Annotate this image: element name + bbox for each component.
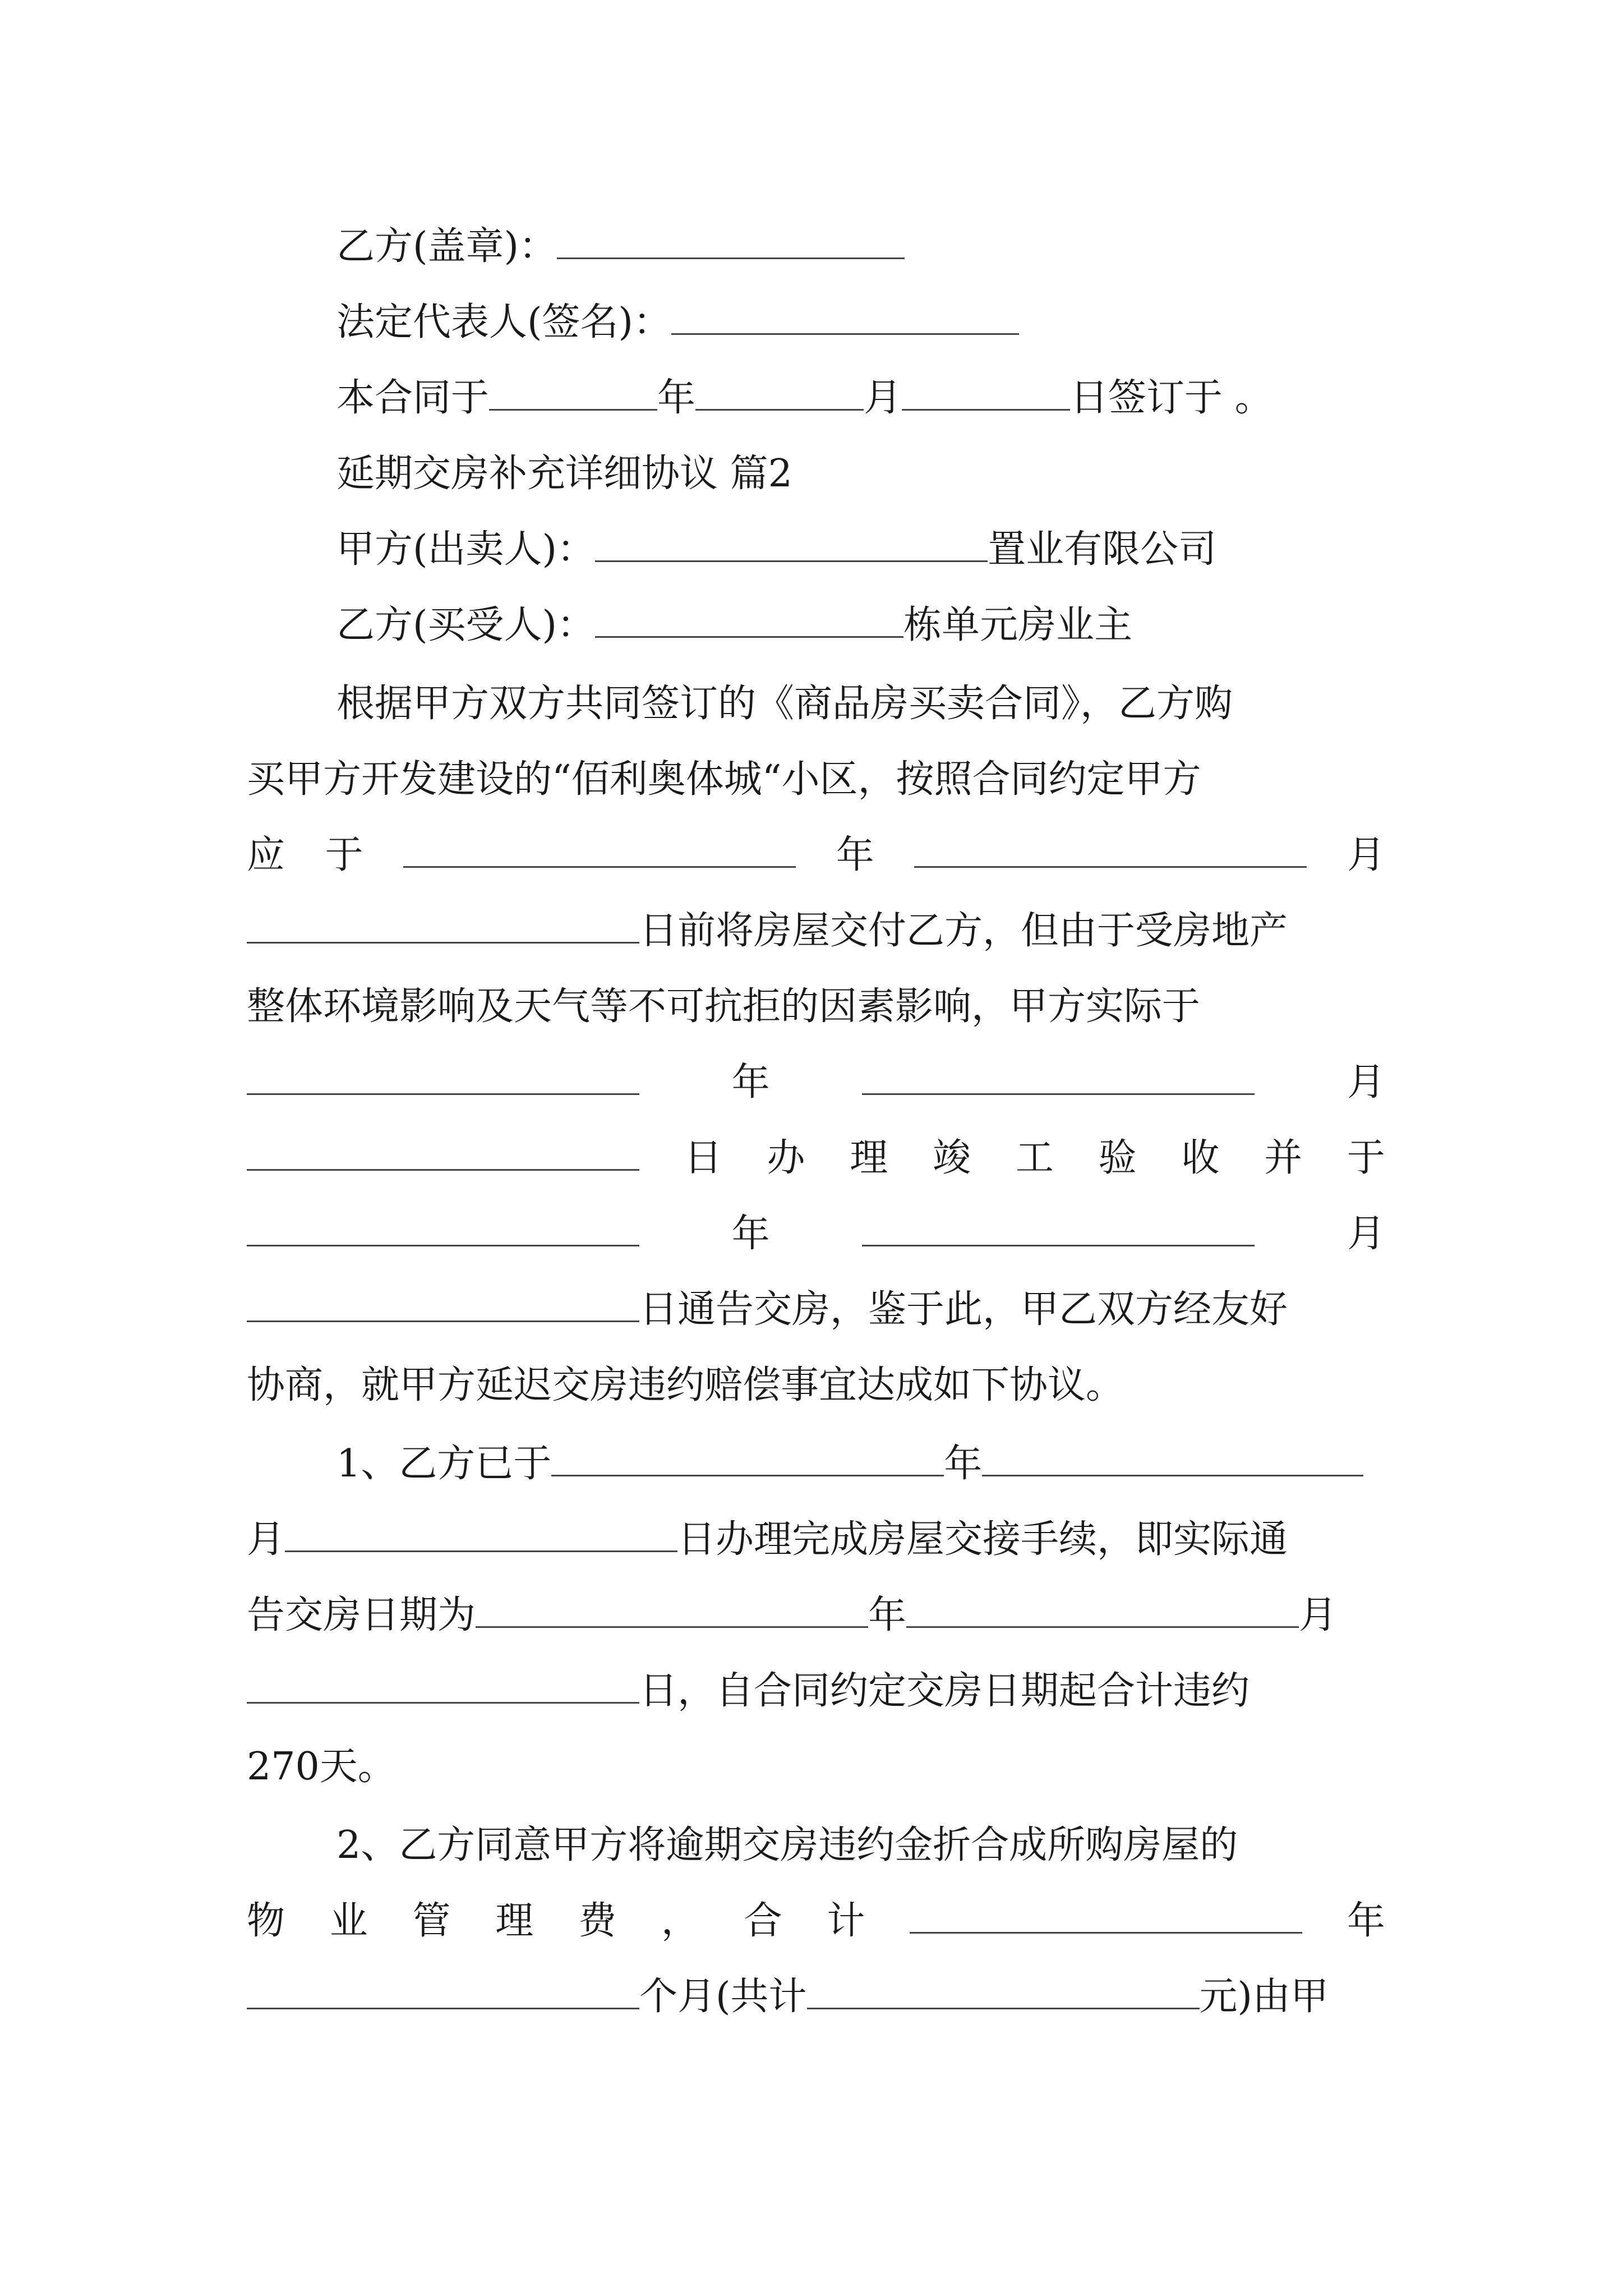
item2-line1	[336, 1812, 1385, 1879]
actual-month-label: 月	[1347, 1060, 1385, 1105]
para1-text: 日通告交房，鉴于此，甲乙双方经友好	[639, 1287, 1288, 1332]
item1-text: 日办理完成房屋交接手续，即实际通	[677, 1517, 1288, 1562]
section-title-text: 延期交房补充详细协议 篇2	[336, 452, 792, 496]
item2-text: 2、乙方同意甲方将逾期交房违约金折合成所购房屋的	[336, 1823, 1238, 1867]
actual-year-blank[interactable]	[247, 1054, 639, 1095]
item1-text: 1、乙方已于	[336, 1442, 552, 1486]
party-b-suffix: 栋单元房业主	[903, 603, 1133, 647]
para1-line2	[247, 746, 1385, 813]
notice-day-blank[interactable]	[247, 1281, 639, 1322]
legal-rep-label: 法定代表人(签名)：	[336, 300, 672, 344]
item1-text: 270天。	[247, 1745, 396, 1789]
item2-char: ，	[661, 1899, 699, 1943]
item2-text: 元)由甲	[1199, 1975, 1329, 2019]
party-b-seal-label: 乙方(盖章)：	[336, 224, 557, 269]
item2-char: 业	[329, 1899, 368, 1943]
handover-day-blank[interactable]	[285, 1511, 677, 1552]
party-a-line	[336, 516, 1385, 583]
para1-text: 根据甲方双方共同签订的《商品房买卖合同》，乙方购	[336, 682, 1233, 726]
actual-notice-month-label: 月	[1299, 1593, 1338, 1637]
handover-month-blank[interactable]	[982, 1435, 1363, 1476]
para1-line9	[247, 1276, 1385, 1343]
item2-char: 合	[744, 1899, 782, 1943]
party-b-line	[336, 592, 1385, 659]
para1-line6	[247, 1049, 1385, 1116]
handover-month-label: 月	[247, 1517, 285, 1562]
para1-char: 并	[1264, 1136, 1303, 1180]
para1-line7	[247, 1125, 1385, 1192]
due-year-label: 年	[836, 833, 874, 877]
fee-years-blank[interactable]	[910, 1893, 1302, 1934]
item2-char: 费	[578, 1899, 617, 1943]
fee-amount-blank[interactable]	[807, 1968, 1200, 2009]
handover-year-label: 年	[944, 1442, 983, 1486]
para1-char: 于	[1347, 1136, 1385, 1180]
notice-month-blank[interactable]	[862, 1205, 1255, 1246]
seal-blank[interactable]	[557, 218, 905, 259]
para1-char: 工	[1015, 1136, 1054, 1180]
para1-char: 理	[850, 1136, 888, 1180]
para1-line8	[247, 1200, 1385, 1268]
item2-char: 理	[495, 1899, 534, 1943]
item1-line5	[247, 1733, 1385, 1801]
actual-notice-year-blank[interactable]	[476, 1587, 868, 1628]
sign-date-suffix: 日签订于 。	[1070, 376, 1273, 420]
fee-years-label: 年	[1347, 1899, 1385, 1943]
item1-line1	[336, 1430, 1385, 1498]
notice-year-label: 年	[731, 1212, 770, 1256]
item1-line4	[247, 1658, 1385, 1725]
item2-char: 计	[827, 1899, 865, 1943]
notice-month-label: 月	[1347, 1212, 1385, 1256]
item1-line3	[247, 1582, 1385, 1649]
legal-rep-line	[336, 289, 1385, 356]
sign-year-blank[interactable]	[489, 370, 657, 411]
item1-text: 告交房日期为	[247, 1593, 476, 1637]
item2-line2	[247, 1888, 1385, 1955]
party-a-blank[interactable]	[595, 521, 988, 562]
party-a-suffix: 置业有限公司	[988, 527, 1217, 572]
sign-year-label: 年	[657, 376, 696, 420]
para1-line5	[247, 973, 1385, 1041]
para1-char: 竣	[933, 1136, 971, 1180]
sign-day-blank[interactable]	[902, 370, 1070, 411]
para1-text: 日前将房屋交付乙方，但由于受房地产	[639, 909, 1288, 953]
item2-char: 物	[247, 1899, 285, 1943]
party-b-blank[interactable]	[595, 597, 903, 638]
seal-line	[336, 213, 1385, 280]
notice-year-blank[interactable]	[247, 1205, 639, 1246]
para1-text: 协商，就甲方延迟交房违约赔偿事宜达成如下协议。	[247, 1363, 1124, 1407]
party-a-label: 甲方(出卖人)：	[336, 527, 596, 572]
handover-year-blank[interactable]	[551, 1435, 944, 1476]
legal-rep-blank[interactable]	[671, 294, 1019, 335]
para1-line3	[247, 822, 1385, 889]
acceptance-day-blank[interactable]	[247, 1130, 639, 1171]
para1-line10	[247, 1352, 1385, 1419]
para1-char: 办	[767, 1136, 805, 1180]
item2-line3	[247, 1963, 1385, 2031]
para1-text: 整体环境影响及天气等不可抗拒的因素影响，甲方实际于	[247, 984, 1201, 1029]
fee-months-blank[interactable]	[247, 1968, 639, 2009]
fee-months-label: 个月(共计	[639, 1975, 807, 2019]
actual-notice-day-blank[interactable]	[247, 1663, 639, 1704]
para1-char: 验	[1098, 1136, 1137, 1180]
item2-char: 管	[412, 1899, 451, 1943]
item1-line2	[247, 1506, 1385, 1573]
para1-text: 买甲方开发建设的“佰利奥体城“小区，按照合同约定甲方	[247, 757, 1201, 802]
para1-char: 收	[1181, 1136, 1220, 1180]
actual-month-blank[interactable]	[862, 1054, 1255, 1095]
para1-char: 于	[325, 833, 363, 877]
actual-notice-year-label: 年	[868, 1593, 907, 1637]
para1-line4	[247, 898, 1385, 965]
sign-date-line	[336, 365, 1385, 432]
para1-char: 应	[247, 833, 285, 877]
section-title	[336, 440, 1385, 508]
due-month-blank[interactable]	[914, 827, 1307, 868]
sign-date-prefix: 本合同于	[336, 376, 490, 420]
due-day-blank[interactable]	[247, 903, 639, 944]
actual-year-label: 年	[731, 1060, 770, 1105]
due-year-blank[interactable]	[403, 827, 796, 868]
actual-notice-month-blank[interactable]	[906, 1587, 1299, 1628]
due-month-label: 月	[1347, 833, 1385, 877]
party-b-label: 乙方(买受人)：	[336, 603, 596, 647]
para1-line1	[336, 670, 1385, 738]
sign-month-label: 月	[864, 376, 902, 420]
sign-month-blank[interactable]	[695, 370, 864, 411]
para1-char: 日	[684, 1136, 722, 1180]
item1-text: 日，自合同约定交房日期起合计违约	[639, 1669, 1250, 1713]
